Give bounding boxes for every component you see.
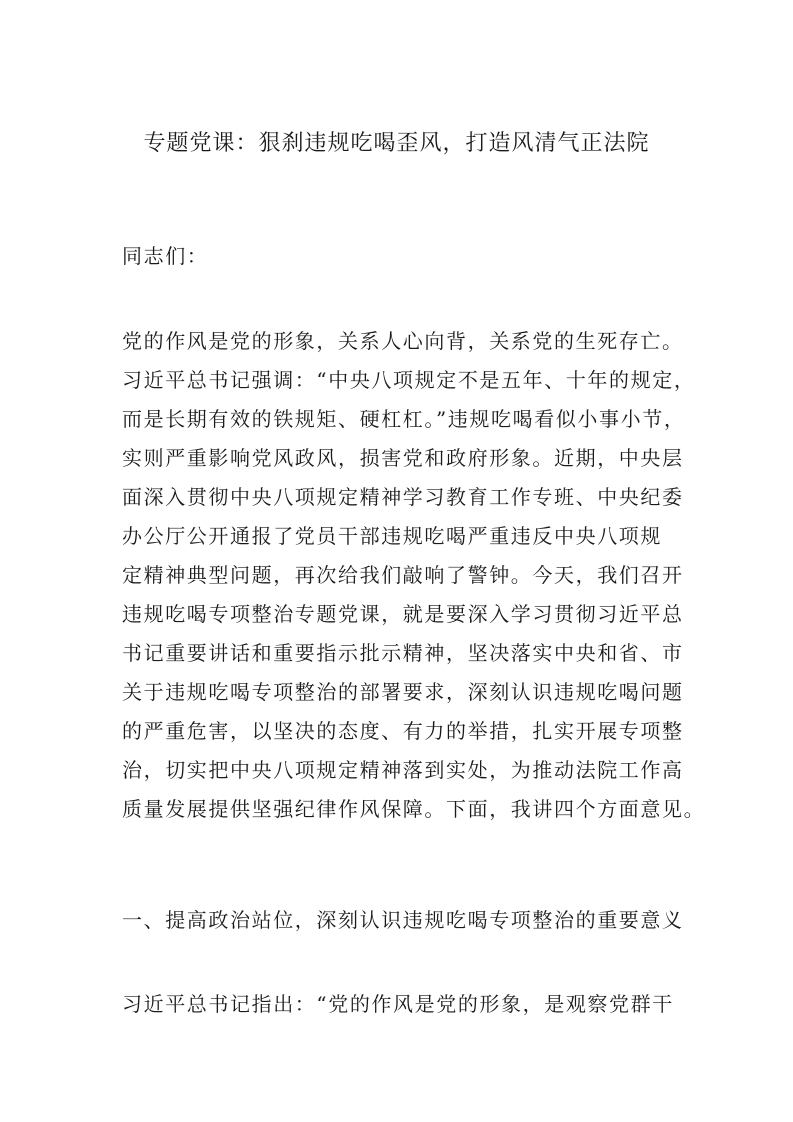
paragraph-line: 的严重危害，以坚决的态度、有力的举措，扎实开展专项整: [122, 719, 684, 743]
salutation: 同志们：: [122, 244, 209, 268]
paragraph-line: 党的作风是党的形象，关系人心向背，关系党的生死存亡。: [122, 329, 684, 353]
paragraph-line: 关于违规吃喝专项整治的部署要求，深刻认识违规吃喝问题: [122, 680, 684, 704]
section-1-heading: 一、提高政治站位，深刻认识违规吃喝专项整治的重要意义: [122, 908, 684, 932]
paragraph-line: 办公厅公开通报了党员干部违规吃喝严重违反中央八项规: [122, 524, 662, 548]
paragraph-line: 实则严重影响党风政风，损害党和政府形象。近期，中央层: [122, 446, 684, 470]
paragraph-line: 违规吃喝专项整治专题党课，就是要深入学习贯彻习近平总: [122, 602, 684, 626]
paragraph-2-start: 习近平总书记指出：“党的作风是党的形象，是观察党群干: [122, 992, 674, 1016]
paragraph-line: 书记重要讲话和重要指示批示精神，坚决落实中央和省、市: [122, 641, 684, 665]
paragraph-line: 习近平总书记强调：“中央八项规定不是五年、十年的规定，: [122, 368, 696, 392]
paragraph-line: 面深入贯彻中央八项规定精神学习教育工作专班、中央纪委: [122, 485, 684, 509]
paragraph-1: [122, 322, 706, 829]
document-title: 专题党课：狠刹违规吃喝歪风，打造风清气正法院: [143, 131, 650, 156]
paragraph-line: 质量发展提供坚强纪律作风保障。下面，我讲四个方面意见。: [122, 797, 706, 821]
paragraph-line: 而是长期有效的铁规矩、硬杠杠。”违规吃喝看似小事小节，: [122, 407, 686, 431]
paragraph-line: 定精神典型问题，再次给我们敲响了警钟。今天，我们召开: [122, 563, 684, 587]
paragraph-line: 治，切实把中央八项规定精神落到实处，为推动法院工作高: [122, 758, 684, 782]
